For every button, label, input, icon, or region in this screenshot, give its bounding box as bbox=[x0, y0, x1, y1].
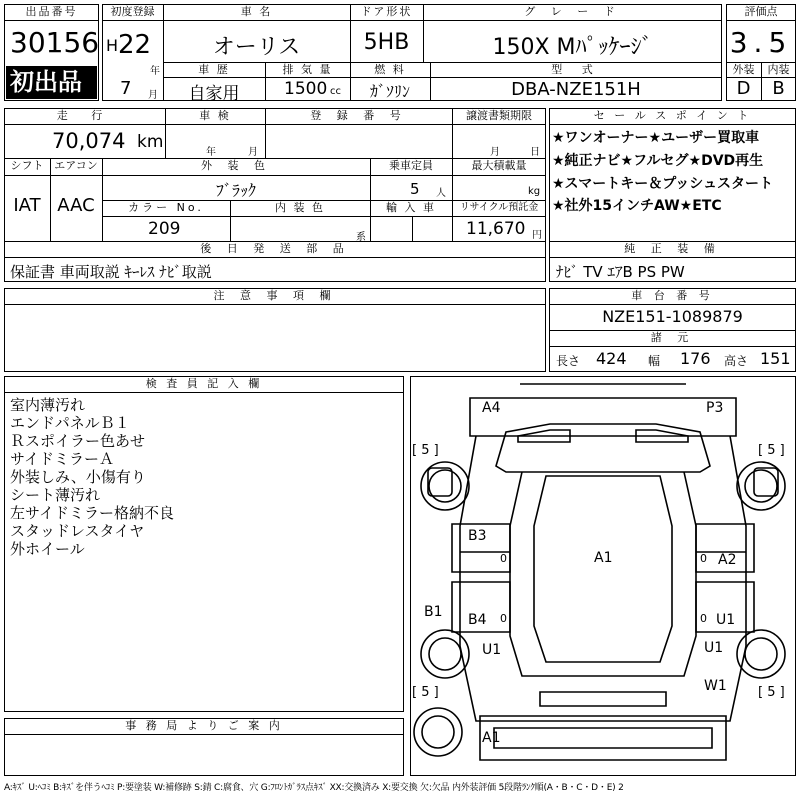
grade: 150X Mﾊﾟｯｹｰｼﾞ bbox=[492, 35, 653, 60]
mark-u1-right-door: U1 bbox=[716, 612, 736, 628]
displacement-label: 排 気 量 bbox=[282, 63, 333, 76]
grade-label: グ レ ー ド bbox=[524, 5, 621, 18]
load-label: 最大積載量 bbox=[471, 159, 527, 172]
mark-w1: W1 bbox=[704, 678, 727, 694]
mirror-right bbox=[754, 468, 778, 496]
reg-number-label: 登 録 番 号 bbox=[310, 109, 407, 122]
interior-color-unit: 系 bbox=[356, 232, 366, 243]
wheels bbox=[414, 462, 785, 756]
zero-mark: 0 bbox=[700, 552, 707, 565]
shift: IAT bbox=[13, 195, 41, 216]
transfer-label: 譲渡書類期限 bbox=[466, 109, 532, 122]
recycle-fee: 11,670 bbox=[466, 219, 526, 239]
recycle-label: リサイクル預託金 bbox=[459, 202, 539, 213]
color-label: 外 装 色 bbox=[201, 159, 271, 172]
office-label: 事 務 局 よ り ご 案 内 bbox=[125, 719, 283, 732]
width-label: 幅 bbox=[648, 354, 661, 368]
car-name-label: 車 名 bbox=[240, 5, 273, 18]
accessories: 保証書 車両取説 ｷｰﾚｽ ﾅﾋﾞ取説 bbox=[10, 263, 212, 281]
inspector-note-7: 左サイドミラー格納不良 bbox=[10, 504, 174, 522]
mark-u1-right: U1 bbox=[704, 640, 724, 656]
mark-u1-left: U1 bbox=[482, 642, 502, 658]
specs-label: 諸 元 bbox=[650, 331, 695, 344]
selling-label: セ ー ル ス ポ イ ン ト bbox=[593, 109, 752, 122]
inspector-label: 検 査 員 記 入 欄 bbox=[145, 377, 263, 390]
interior-color-label: 内 装 色 bbox=[275, 201, 325, 214]
fuel-label: 燃 料 bbox=[374, 63, 406, 76]
history: 自家用 bbox=[188, 84, 240, 104]
era: H bbox=[106, 36, 119, 55]
ac-label: エアコン bbox=[54, 159, 98, 172]
notes-label: 注 意 事 項 欄 bbox=[213, 289, 337, 302]
history-label: 車 歴 bbox=[198, 63, 230, 76]
capacity: 5 bbox=[410, 180, 420, 198]
selling-point-3: ★スマートキー＆プッシュスタート bbox=[552, 176, 774, 192]
legend: A:ｷｽﾞ U:ﾍｺﾐ B:ｷｽﾞを伴うﾍｺﾐ P:要塗装 W:補修跡 S:錆 C:腐食、穴 G:ﾌﾛﾝﾄｶﾞﾗｽ点ｷｽﾞ XX:交換済み X:要交換 欠:欠品 内外装評価 5段階ﾗﾝｸ順(A・B・C・D・E) 2 bbox=[4, 783, 624, 793]
year: 22 bbox=[118, 30, 152, 60]
inspection-year-unit: 年 bbox=[206, 147, 216, 158]
color-no: 209 bbox=[148, 219, 181, 239]
transfer-month-unit: 月 bbox=[490, 147, 500, 158]
model-code: DBA-NZE151H bbox=[511, 79, 641, 100]
color: ﾌﾞﾗｯｸ bbox=[215, 181, 256, 200]
score-label: 評価点 bbox=[744, 5, 778, 18]
equipment: ﾅﾋﾞ TV ｴｱB PS PW bbox=[556, 263, 685, 281]
car-name: オーリス bbox=[212, 35, 301, 60]
displacement-unit: cc bbox=[330, 86, 341, 97]
first-listing-text: 初出品 bbox=[10, 68, 82, 96]
load-unit: kg bbox=[528, 186, 541, 197]
car-diagram bbox=[410, 376, 796, 776]
score: 3.5 bbox=[729, 26, 793, 59]
capacity-unit: 人 bbox=[436, 188, 446, 199]
mileage-unit: km bbox=[137, 132, 164, 152]
zero-mark: 0 bbox=[700, 612, 707, 625]
mark-b4: B4 bbox=[468, 612, 487, 628]
height-label: 高さ bbox=[724, 354, 749, 368]
width: 176 bbox=[680, 349, 711, 368]
capacity-label: 乗車定員 bbox=[389, 159, 433, 172]
selling-point-1: ★ワンオーナー★ユーザー買取車 bbox=[552, 130, 760, 146]
inspector-note-4: サイドミラーＡ bbox=[10, 450, 114, 468]
inspector-note-8: スタッドレスタイヤ bbox=[10, 522, 145, 540]
transfer-day-unit: 日 bbox=[530, 147, 540, 158]
displacement: 1500 bbox=[284, 79, 328, 99]
length: 424 bbox=[596, 349, 627, 368]
tire-score-rr: [ 5 ] bbox=[758, 685, 785, 700]
color-no-label: カラー No. bbox=[128, 201, 204, 214]
mark-p3: P3 bbox=[706, 400, 724, 416]
interior-grade: B bbox=[772, 78, 785, 99]
zero-mark: 0 bbox=[500, 552, 507, 565]
selling-point-2: ★純正ナビ★フルセグ★DVD再生 bbox=[552, 153, 764, 169]
interior-label: 内装 bbox=[767, 63, 790, 76]
mark-b3: B3 bbox=[468, 528, 487, 544]
equipment-label: 純 正 装 備 bbox=[624, 242, 721, 255]
model-code-label: 型 式 bbox=[551, 63, 601, 76]
inspector-note-5: 外装しみ、小傷有り bbox=[10, 468, 146, 486]
zero-mark: 0 bbox=[500, 612, 507, 625]
mark-a1-roof: A1 bbox=[594, 550, 613, 566]
height: 151 bbox=[760, 349, 791, 368]
tire-score-fl: [ 5 ] bbox=[412, 443, 439, 458]
inspector-note-9: 外ホイール bbox=[10, 540, 85, 558]
chassis-label: 車 台 番 号 bbox=[631, 289, 714, 302]
selling-point-4: ★社外15インチAW★ETC bbox=[552, 198, 722, 214]
chassis-number: NZE151-1089879 bbox=[602, 307, 743, 326]
car-outline bbox=[452, 384, 754, 760]
length-label: 長さ bbox=[556, 354, 581, 368]
inspection-month-unit: 月 bbox=[248, 147, 258, 158]
exterior-grade: D bbox=[736, 78, 751, 99]
inspector-note-1: 室内薄汚れ bbox=[10, 396, 86, 414]
accessories-label: 後 日 発 送 部 品 bbox=[200, 242, 350, 255]
shift-label: シフト bbox=[10, 159, 44, 172]
ac: AAC bbox=[57, 195, 95, 216]
year-unit: 年 bbox=[150, 66, 160, 77]
door-type: 5HB bbox=[363, 30, 410, 55]
month: 7 bbox=[120, 78, 132, 99]
mark-a4: A4 bbox=[482, 400, 501, 416]
door-label: ドア形状 bbox=[360, 5, 413, 18]
inspector-note-3: Ｒスポイラー色あせ bbox=[10, 432, 146, 450]
mark-a1-rear: A1 bbox=[482, 730, 501, 746]
mirror-left bbox=[428, 468, 452, 496]
mileage: 70,074 bbox=[52, 129, 126, 153]
tire-score-rl: [ 5 ] bbox=[412, 685, 439, 700]
exterior-label: 外装 bbox=[732, 63, 755, 76]
mileage-label: 走 行 bbox=[56, 109, 113, 122]
mark-b1: B1 bbox=[424, 604, 443, 620]
mark-a2: A2 bbox=[718, 552, 737, 568]
recycle-unit: 円 bbox=[532, 230, 542, 241]
inspection-label: 車 検 bbox=[199, 109, 231, 122]
lot-label: 出品番号 bbox=[25, 5, 78, 18]
fuel: ｶﾞｿﾘﾝ bbox=[369, 82, 410, 101]
inspector-note-6: シート薄汚れ bbox=[10, 486, 101, 504]
first-reg-label: 初度登録 bbox=[110, 5, 155, 18]
month-unit: 月 bbox=[148, 90, 158, 101]
import-label: 輸 入 車 bbox=[386, 201, 436, 214]
tire-score-fr: [ 5 ] bbox=[758, 443, 785, 458]
lot-number: 30156 bbox=[10, 26, 100, 59]
inspector-note-2: エンドパネルＢ１ bbox=[10, 414, 130, 432]
